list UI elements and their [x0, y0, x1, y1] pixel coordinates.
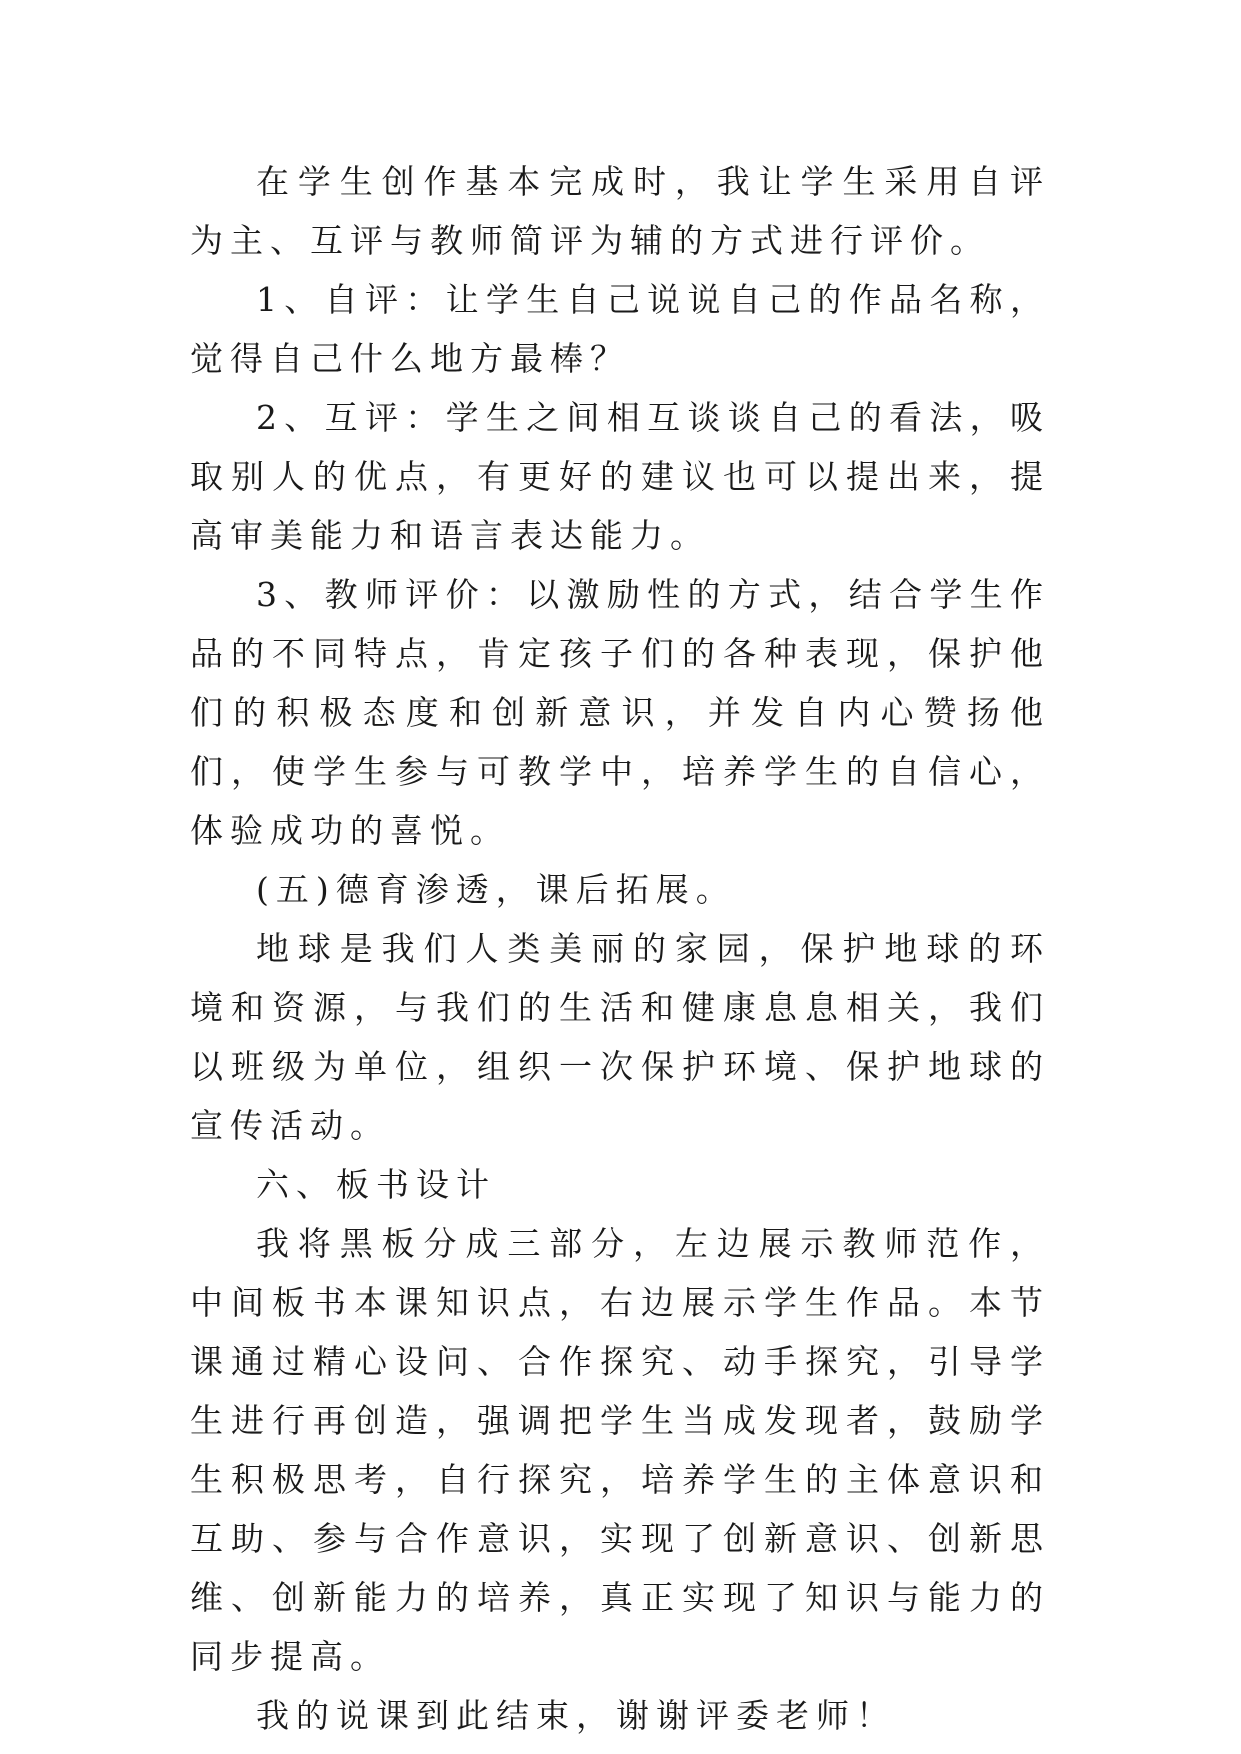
paragraph-blackboard-design: 我将黑板分成三部分，左边展示教师范作，中间板书本课知识点，右边展示学生作品。本节课通过精心设问、合作探究、动手探究，引导学生进行再创造，强调把学生当成发现者，鼓励学生积极思考，自行探究，培养学生的主体意识和互助、参与合作意识，实现了创新意识、创新思维、创新能力的培养，真正实现了知识与能力的同步提高。	[190, 1224, 1050, 1676]
document-body	[190, 152, 1050, 1745]
heading-moral-education: (五)德育渗透，课后拓展。	[256, 870, 736, 909]
paragraph-peer-evaluation: 2、互评：学生之间相互谈谈自己的看法，吸取别人的优点，有更好的建议也可以提出来，提高审美能力和语言表达能力。	[190, 398, 1050, 555]
paragraph-self-evaluation: 1、自评：让学生自己说说自己的作品名称，觉得自己什么地方最棒？	[190, 280, 1050, 378]
heading-blackboard-design: 六、板书设计	[256, 1165, 496, 1204]
paragraph-earth-protection: 地球是我们人类美丽的家园，保护地球的环境和资源，与我们的生活和健康息息相关，我们以班级为单位，组织一次保护环境、保护地球的宣传活动。	[190, 929, 1050, 1145]
paragraph-teacher-evaluation: 3、教师评价：以激励性的方式，结合学生作品的不同特点，肯定孩子们的各种表现，保护他们的积极态度和创新意识，并发自内心赞扬他们，使学生参与可教学中，培养学生的自信心，体验成功的喜悦。	[190, 575, 1050, 850]
paragraph-closing: 我的说课到此结束，谢谢评委老师！	[256, 1696, 896, 1735]
paragraph-evaluation-intro: 在学生创作基本完成时，我让学生采用自评为主、互评与教师简评为辅的方式进行评价。	[190, 162, 1050, 260]
